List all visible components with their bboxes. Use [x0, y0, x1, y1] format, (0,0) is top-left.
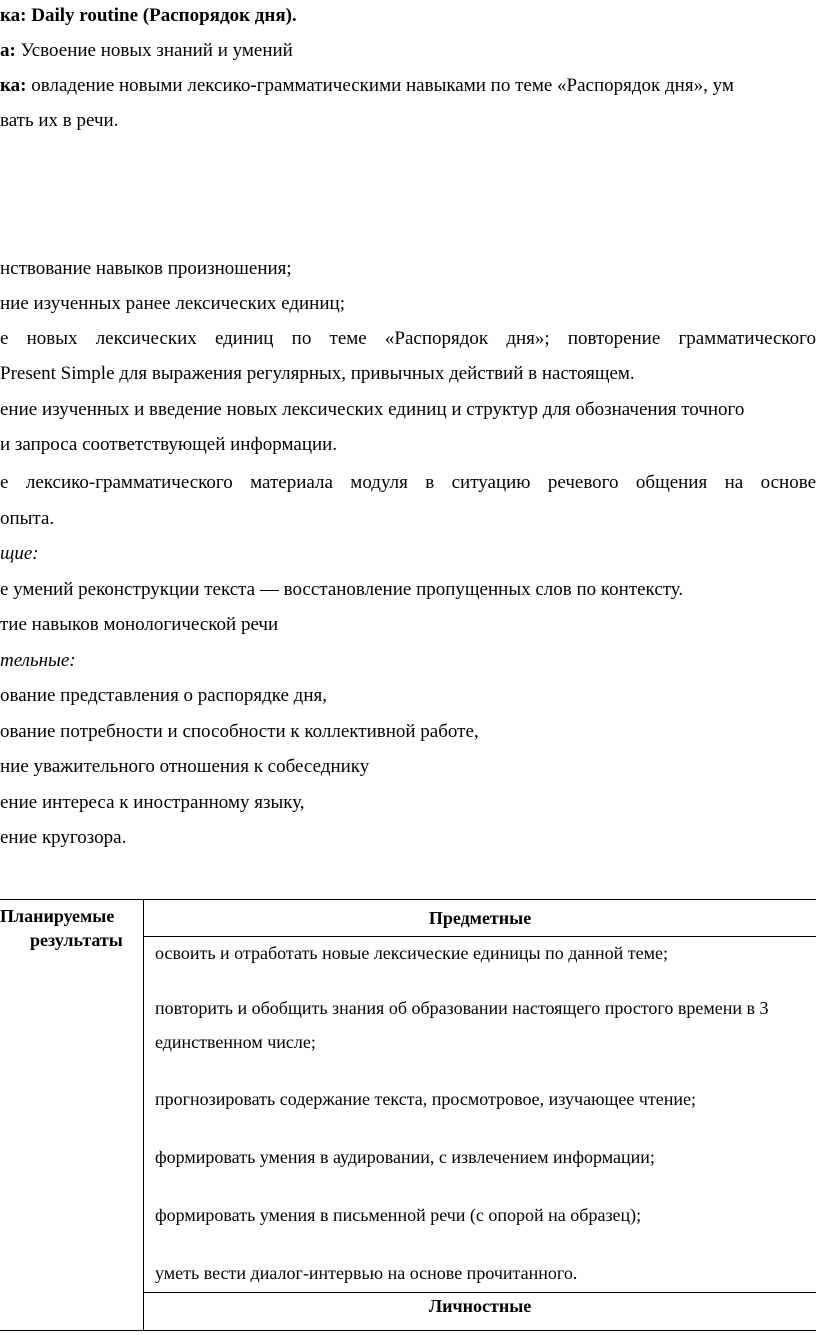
lesson-type-value: Усвоение новых знаний и умений: [20, 40, 293, 61]
personal-results-header: Личностные: [428, 1296, 532, 1316]
educational-item: ние уважительного отношения к собеседнику: [0, 756, 370, 777]
planned-results-header: Планируемые: [0, 906, 115, 926]
developing-item: е умений реконструкции текста — восстановление пропущенных слов по контексту.: [0, 579, 684, 600]
table-column-divider: [143, 899, 144, 1330]
educational-item: ение интереса к иностранному языку,: [0, 792, 305, 813]
task-item: е лексико-грамматического материала модуля в ситуацию речевого общения на основе: [0, 472, 816, 493]
goal-continuation: вать их в речи.: [0, 110, 119, 131]
topic-value: Daily routine (Распорядок дня).: [31, 5, 297, 26]
goal-line: [0, 74, 734, 98]
educational-heading: тельные:: [0, 650, 76, 671]
task-item: и запроса соответствующей информации.: [0, 434, 338, 455]
educational-item: ование представления о распорядке дня,: [0, 685, 328, 706]
topic-line: [0, 4, 297, 28]
developing-heading: щие:: [0, 543, 39, 564]
planned-results-header-2: результаты: [30, 930, 123, 950]
table-bottom-border: [0, 1330, 816, 1331]
lesson-type-line: [0, 39, 293, 63]
task-item: ение изученных и введение новых лексических единиц и структур для обозначения точного: [0, 399, 745, 420]
task-item: ние изученных ранее лексических единиц;: [0, 293, 345, 314]
goal-label: ка:: [0, 75, 27, 96]
subject-item: освоить и отработать новые лексические единицы по данной теме;: [155, 943, 668, 963]
results-table: [0, 899, 816, 1335]
educational-item: ение кругозора.: [0, 827, 127, 848]
goal-value: овладение новыми лексико-грамматическими навыками по теме «Распорядок дня», ум: [31, 75, 734, 96]
subject-item: уметь вести диалог-интервью на основе прочитанного.: [155, 1263, 578, 1283]
topic-label: ка:: [0, 5, 27, 26]
subject-item: повторить и обобщить знания об образовании настоящего простого времени в 3: [155, 998, 769, 1018]
personal-header-divider: [144, 1292, 816, 1293]
table-top-border: [0, 899, 816, 900]
task-item: е новых лексических единиц по теме «Распорядок дня»; повторение грамматического: [0, 328, 816, 349]
task-item: опыта.: [0, 508, 55, 529]
developing-item: тие навыков монологической речи: [0, 614, 279, 635]
educational-item: ование потребности и способности к коллективной работе,: [0, 721, 479, 742]
subject-item: прогнозировать содержание текста, просмотровое, изучающее чтение;: [155, 1089, 697, 1109]
task-item: нствование навыков произношения;: [0, 258, 292, 279]
subject-header-divider: [144, 936, 816, 937]
lesson-type-label: а:: [0, 40, 16, 61]
subject-item: единственном числе;: [155, 1032, 316, 1052]
task-item: Present Simple для выражения регулярных, привычных действий в настоящем.: [0, 363, 635, 384]
subject-results-header: Предметные: [428, 908, 532, 928]
subject-item: формировать умения в письменной речи (с опорой на образец);: [155, 1205, 642, 1225]
subject-item: формировать умения в аудировании, с извлечением информации;: [155, 1147, 655, 1167]
